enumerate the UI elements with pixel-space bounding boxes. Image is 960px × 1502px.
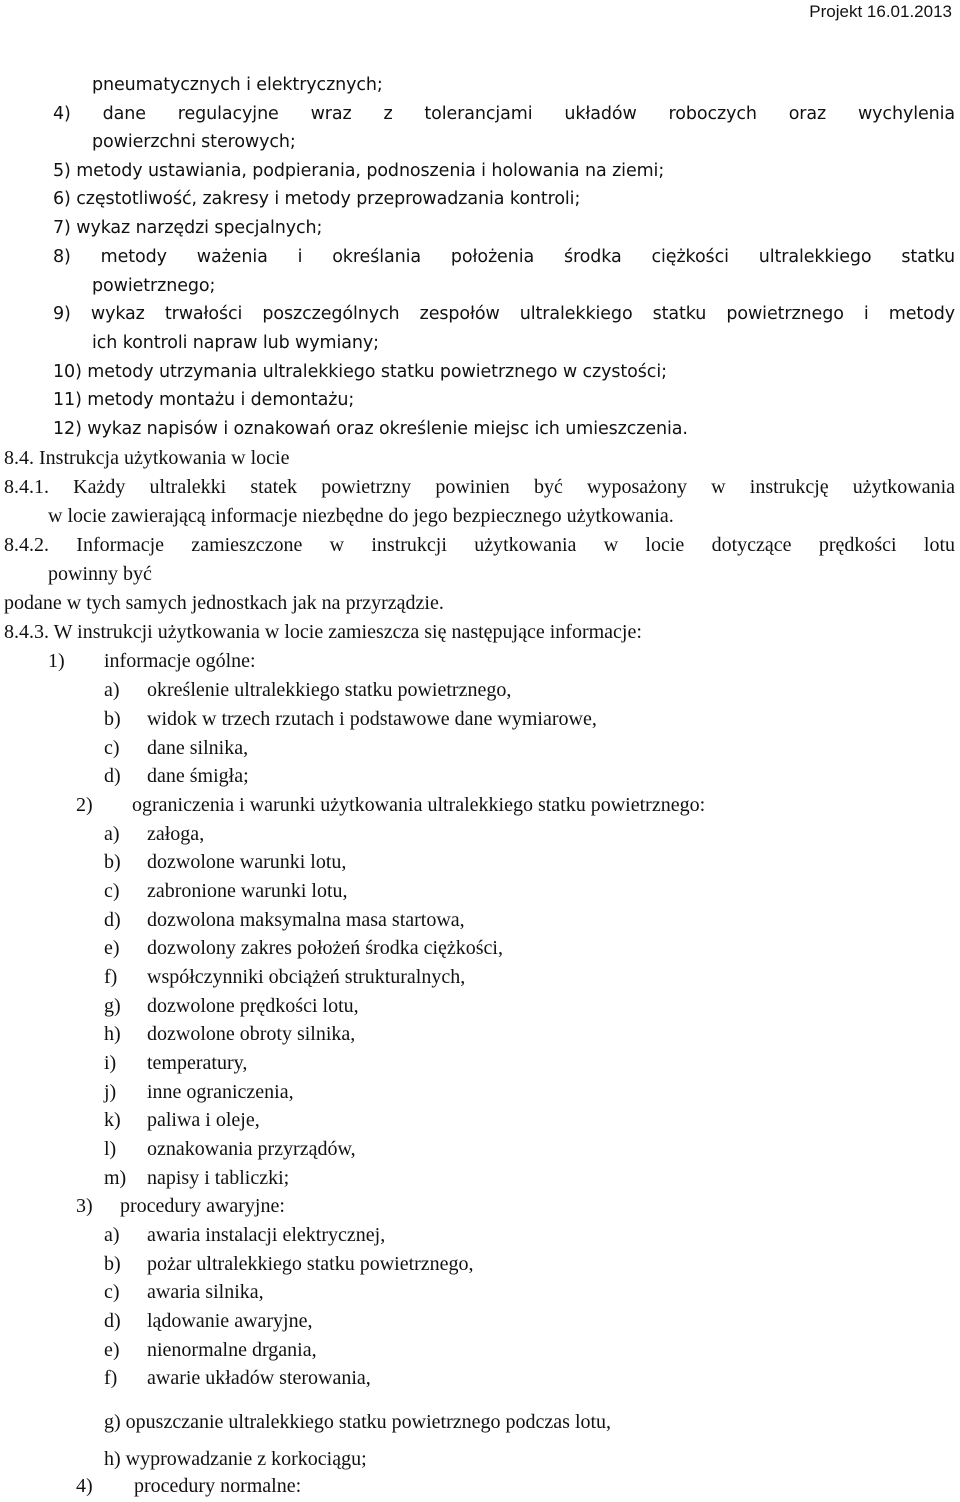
group-3-item-h: h) wyprowadzanie z korkociągu;	[104, 1448, 367, 1470]
list-item-4	[53, 102, 955, 126]
list-item-7: 7) wykaz narzędzi specjalnych;	[53, 218, 323, 238]
group-3-item-e: e) nienormalne drgania,	[104, 1339, 317, 1361]
item-text: dane regulacyjne wraz z tolerancjami układów roboczych oraz wychylenia	[102, 104, 956, 124]
group-2-item-m: m) napisy i tabliczki;	[104, 1167, 290, 1189]
group-2-item-f: f) współczynniki obciążeń strukturalnych,	[104, 966, 466, 988]
group-2-item-k: k) paliwa i oleje,	[104, 1109, 260, 1131]
group-1-item-a: a) określenie ultralekkiego statku powietrznego,	[104, 679, 512, 701]
list-item-continuation: pneumatycznych i elektrycznych;	[92, 75, 383, 95]
list-item-5: 5) metody ustawiania, podpierania, podnoszenia i holowania na ziemi;	[53, 161, 665, 181]
group-2-item-c: c) zabronione warunki lotu,	[104, 880, 348, 902]
group-2-item-g: g) dozwolone prędkości lotu,	[104, 995, 359, 1017]
group-3-item-a: a) awaria instalacji elektrycznej,	[104, 1224, 386, 1246]
group-2-item-e: e) dozwolony zakres położeń środka ciężkości,	[104, 937, 503, 959]
group-3-item-g: g) opuszczanie ultralekkiego statku powietrznego podczas lotu,	[104, 1411, 612, 1433]
group-1: 1) informacje ogólne:	[48, 650, 256, 672]
group-2-item-h: h) dozwolone obroty silnika,	[104, 1023, 356, 1045]
group-4: 4) procedury normalne:	[76, 1475, 302, 1497]
group-2-item-i: i) temperatury,	[104, 1052, 248, 1074]
section-heading: 8.4. Instrukcja użytkowania w locie	[4, 447, 290, 469]
list-item-10: 10) metody utrzymania ultralekkiego statku powietrznego w czystości;	[53, 362, 667, 382]
paragraph-8-4-1-line1: 8.4.1. Każdy ultralekki statek powietrzny powinien być wyposażony w instrukcję użytkowania	[4, 476, 955, 498]
group-3-item-b: b) pożar ultralekkiego statku powietrznego,	[104, 1253, 474, 1275]
list-item-8: 8) metody ważenia i określania położenia środka ciężkości ultralekkiego statku	[53, 247, 955, 267]
group-2-item-b: b) dozwolone warunki lotu,	[104, 851, 347, 873]
group-1-item-c: c) dane silnika,	[104, 737, 249, 759]
paragraph-8-4-2-line2: powinny być	[48, 563, 152, 585]
list-item-6: 6) częstotliwość, zakresy i metody przeprowadzania kontroli;	[53, 189, 581, 209]
list-item-4-continuation: powierzchni sterowych;	[92, 132, 296, 152]
paragraph-8-4-2-line3: podane w tych samych jednostkach jak na przyrządzie.	[4, 592, 444, 614]
list-item-12: 12) wykaz napisów i oznakowań oraz określenie miejsc ich umieszczenia.	[53, 419, 688, 439]
group-2-item-d: d) dozwolona maksymalna masa startowa,	[104, 909, 465, 931]
group-3: 3) procedury awaryjne:	[76, 1195, 285, 1217]
list-item-8-continuation: powietrznego;	[92, 276, 216, 296]
list-item-11: 11) metody montażu i demontażu;	[53, 390, 355, 410]
group-3-item-d: d) lądowanie awaryjne,	[104, 1310, 313, 1332]
group-2-item-j: j) inne ograniczenia,	[104, 1081, 294, 1103]
group-3-item-c: c) awaria silnika,	[104, 1281, 264, 1303]
group-3-item-f: f) awarie układów sterowania,	[104, 1367, 371, 1389]
list-item-9: 9) wykaz trwałości poszczególnych zespołów ultralekkiego statku powietrznego i metody	[53, 304, 956, 324]
group-2: 2) ograniczenia i warunki użytkowania ultralekkiego statku powietrznego:	[76, 794, 706, 816]
paragraph-8-4-3-line1: 8.4.3. W instrukcji użytkowania w locie zamieszcza się następujące informacje:	[4, 621, 642, 643]
group-2-item-a: a) załoga,	[104, 823, 205, 845]
project-stamp: Projekt 16.01.2013	[809, 2, 952, 21]
group-2-item-l: l) oznakowania przyrządów,	[104, 1138, 356, 1160]
group-1-item-d: d) dane śmigła;	[104, 765, 249, 787]
list-item-9-continuation: ich kontroli napraw lub wymiany;	[92, 333, 379, 353]
paragraph-8-4-2-line1: 8.4.2. Informacje zamieszczone w instrukcji użytkowania w locie dotyczące prędkości lotu	[4, 534, 955, 556]
item-number: 4)	[53, 104, 71, 124]
paragraph-8-4-1-line2: w locie zawierającą informacje niezbędne do jego bezpiecznego użytkowania.	[48, 505, 674, 527]
group-1-item-b: b) widok w trzech rzutach i podstawowe dane wymiarowe,	[104, 708, 597, 730]
